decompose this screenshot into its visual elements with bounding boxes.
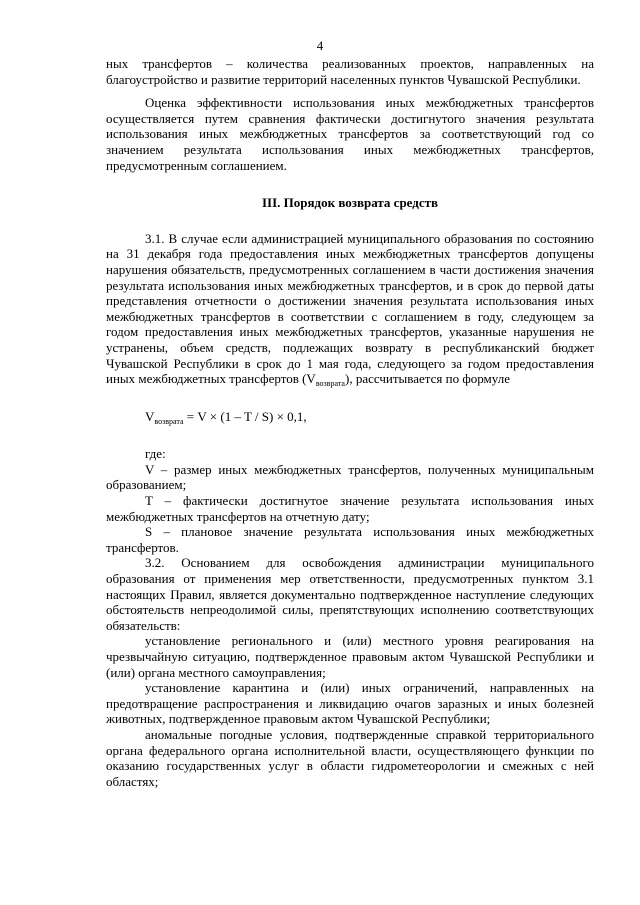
list-item-weather: аномальные погодные условия, подтвержденные справкой территориального органа федерального органа исполнительной власти, осуществляющего функции по оказанию государственных услуг в области гидрометеорологии и смежных с ней областях; — [106, 726, 594, 789]
section-title: III. Порядок возврата средств — [261, 195, 439, 211]
list-item-quarantine: установление карантина и (или) иных ограничений, направленных на предотвращение распространения и ликвидацию очагов заразных и иных болезней животных, подтвержденное правовым актом Чувашской Республики; — [106, 680, 594, 727]
list-item-emergency: установление регионального и (или) местного уровня реагирования на чрезвычайную ситуацию, подтвержденное правовым актом Чувашской Республики и (или) органа местного самоуправления; — [106, 633, 594, 680]
paragraph-continuation: ных трансфертов – количества реализованных проектов, направленных на благоустройство и развитие территорий населенных пунктов Чувашской Республики. — [106, 56, 594, 87]
page-number: 4 — [316, 38, 324, 53]
return-formula: $V_{возврата} = V \times (1 - T / S) \times 0,1$, — [145, 408, 307, 426]
where-label: где: — [145, 446, 166, 462]
document-body — [106, 56, 594, 789]
definition-s: S – плановое значение результата использования иных межбюджетных трансфертов. — [106, 524, 594, 555]
paragraph-efficiency-evaluation: Оценка эффективности использования иных межбюджетных трансфертов осуществляется путем сравнения фактически достигнутого значения результата использования иных межбюджетных трансфертов за соответствующий год со значением результата использования иных межбюджетных трансфертов, предусмотренным соглашением. — [106, 95, 594, 173]
paragraph-3-1: 3.1. В случае если администрацией муниципального образования по состоянию на 31 декабря года предоставления иных межбюджетных трансфертов допущены нарушения обязательств, предусмотренных соглашением в части достижения значения результата использования иных межбюджетных трансфертов, и в срок до первой даты представления отчетности о достижении значения результата использования иных межбюджетных трансфертов в соответствии с соглашением в году, следующем за годом предоставления иных межбюджетных трансфертов, указанные нарушения не устранены, объем средств, подлежащих возврату в республиканский бюджет Чувашской Республики в срок до 1 мая года, следующего за годом предоставления иных межбюджетных трансфертов $(V_{возврата})$, рассчитывается по формуле — [106, 230, 594, 389]
definition-v: V – размер иных межбюджетных трансфертов, полученных муниципальным образованием; — [106, 461, 594, 493]
definition-t: T – фактически достигнутое значение результата использования иных межбюджетных трансфертов на отчетную дату; — [106, 493, 594, 524]
paragraph-3-2: 3.2. Основанием для освобождения администрации муниципального образования от применения мер ответственности, предусмотренных пунктом 3.1 настоящих Правил, является документально подтвержденное наступление следующих обстоятельств непреодолимой силы, препятствующих исполнению соответствующих обязательств: — [106, 555, 594, 633]
